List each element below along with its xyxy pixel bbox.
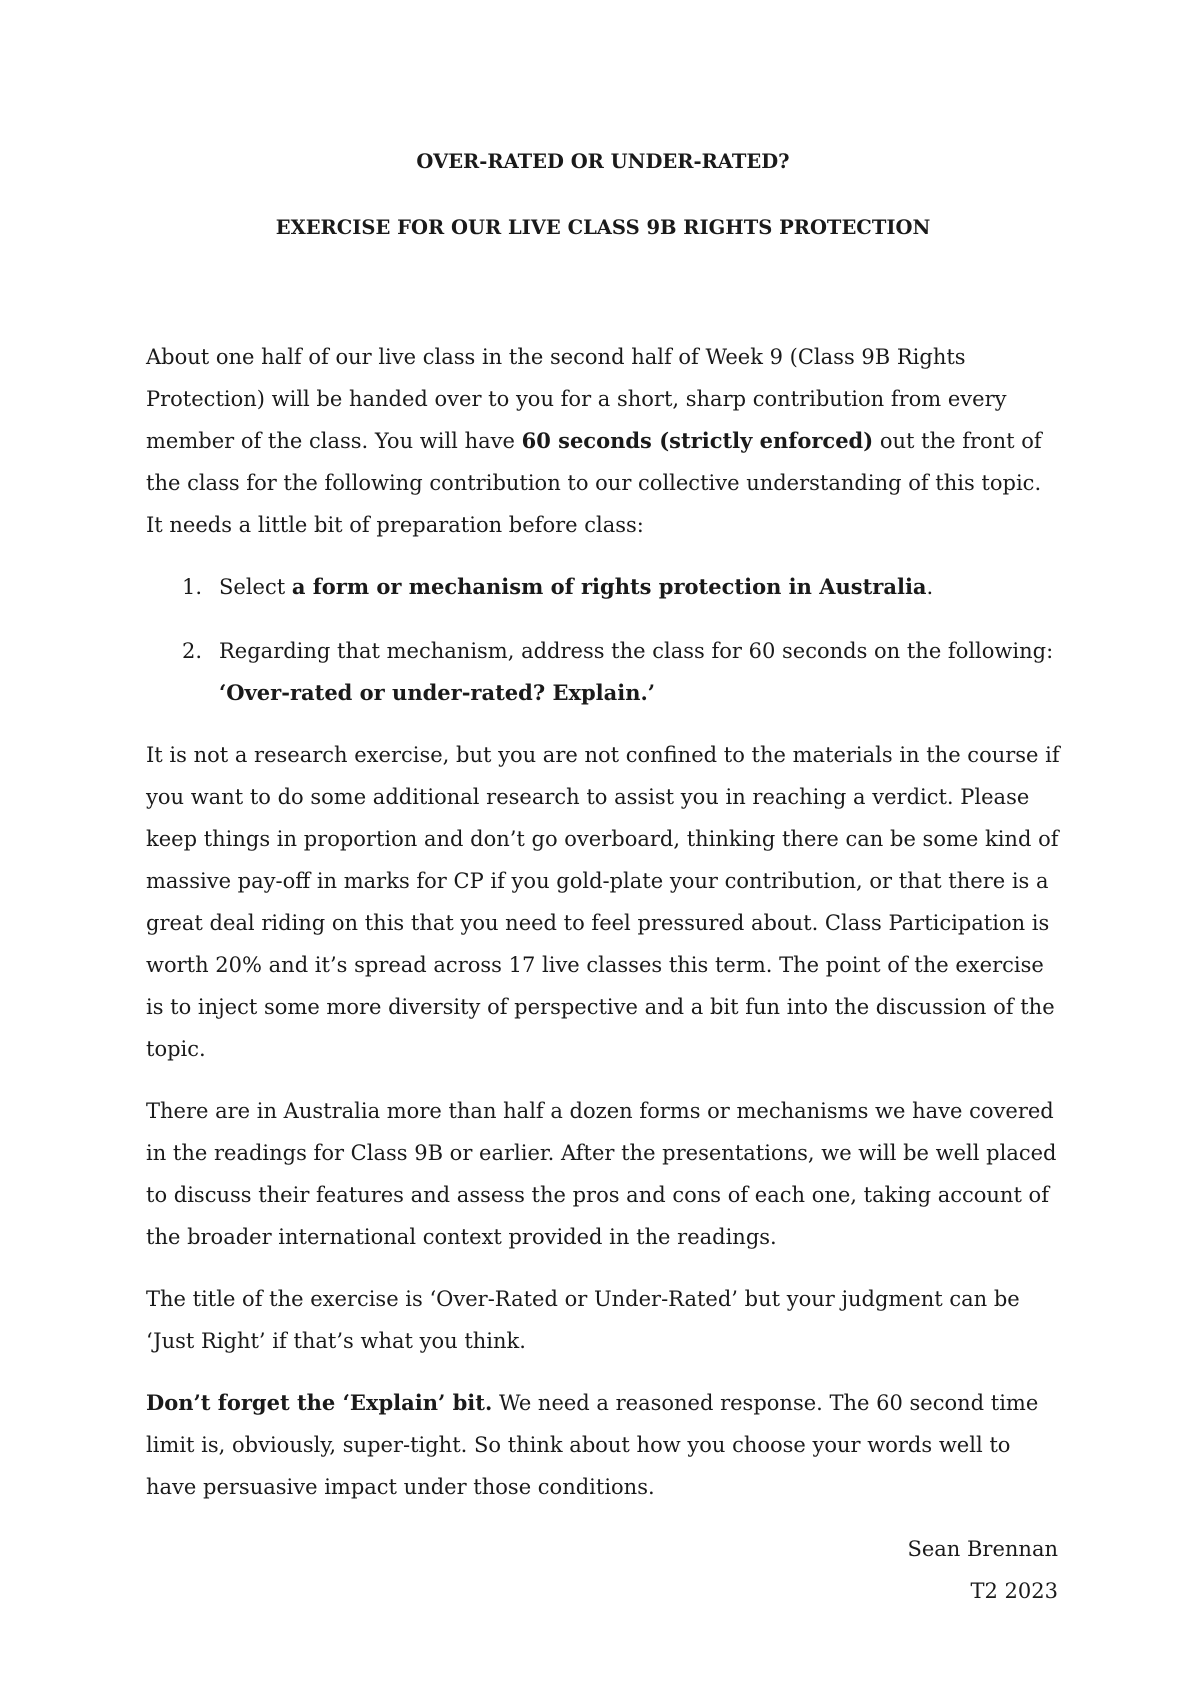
list-item-text: Regarding that mechanism, address the class for 60 seconds on the following: bbox=[219, 639, 1054, 663]
list-item-text-end: . bbox=[926, 575, 934, 599]
list-item bbox=[146, 566, 1060, 608]
research-paragraph: It is not a research exercise, but you are not confined to the materials in the course if you want to do some additional research to assist you in reaching a verdict. Please keep things in proportion and don’t go overboard, thinking there can be some kind of massive pay-off in marks for CP if you gold-plate your contribution, or that there is a great deal riding on this that you need to feel pressured about. Class Participation is worth 20% and it’s spread across 17 live classes this term. The point of the exercise is to inject some more diversity of perspective and a bit fun into the discussion of the topic. bbox=[146, 743, 1060, 1061]
document-title: OVER-RATED OR UNDER-RATED? bbox=[416, 150, 790, 173]
term-label: T2 2023 bbox=[970, 1579, 1058, 1603]
list-item-text: Select bbox=[219, 575, 292, 599]
intro-text-end: out the front of the class for the following contribution to our collective understanding of this topic. It needs a little bit of preparation before class: bbox=[146, 429, 1042, 537]
list-item-emphasis: ‘Over-rated or under-rated? Explain.’ bbox=[219, 680, 656, 705]
explain-text: We need a reasoned response. The 60 second time limit is, obviously, super-tight. So think about how you choose your words well to have persuasive impact under those conditions. bbox=[146, 1391, 1039, 1499]
explain-emphasis: Don’t forget the ‘Explain’ bit. bbox=[146, 1390, 493, 1415]
title-paragraph: The title of the exercise is ‘Over-Rated or Under-Rated’ but your judgment can be ‘Just Right’ if that’s what you think. bbox=[146, 1287, 1020, 1353]
mechanisms-paragraph: There are in Australia more than half a dozen forms or mechanisms we have covered in the readings for Class 9B or earlier. After the presentations, we will be well placed to discuss their features and assess the pros and cons of each one, taking account of the broader international context provided in the readings. bbox=[146, 1099, 1057, 1249]
signature-block bbox=[146, 1528, 1060, 1612]
intro-time-limit: 60 seconds (strictly enforced) bbox=[521, 428, 874, 453]
author-name: Sean Brennan bbox=[907, 1537, 1058, 1561]
document-subtitle: EXERCISE FOR OUR LIVE CLASS 9B RIGHTS PROTECTION bbox=[275, 216, 931, 239]
list-item-number: 1. bbox=[182, 575, 203, 599]
list-item-emphasis: a form or mechanism of rights protection in Australia bbox=[291, 574, 927, 599]
list-item-number: 2. bbox=[182, 639, 203, 663]
intro-paragraph bbox=[146, 336, 1060, 546]
explain-paragraph bbox=[146, 1382, 1060, 1508]
instruction-list bbox=[146, 566, 1060, 714]
list-item bbox=[146, 630, 1060, 714]
document-body bbox=[146, 148, 1060, 1612]
intro-text-start: About one half of our live class in the second half of Week 9 (Class 9B Rights Protection) will be handed over to you for a short, sharp contribution from every member of the class. You will have bbox=[146, 345, 1007, 453]
